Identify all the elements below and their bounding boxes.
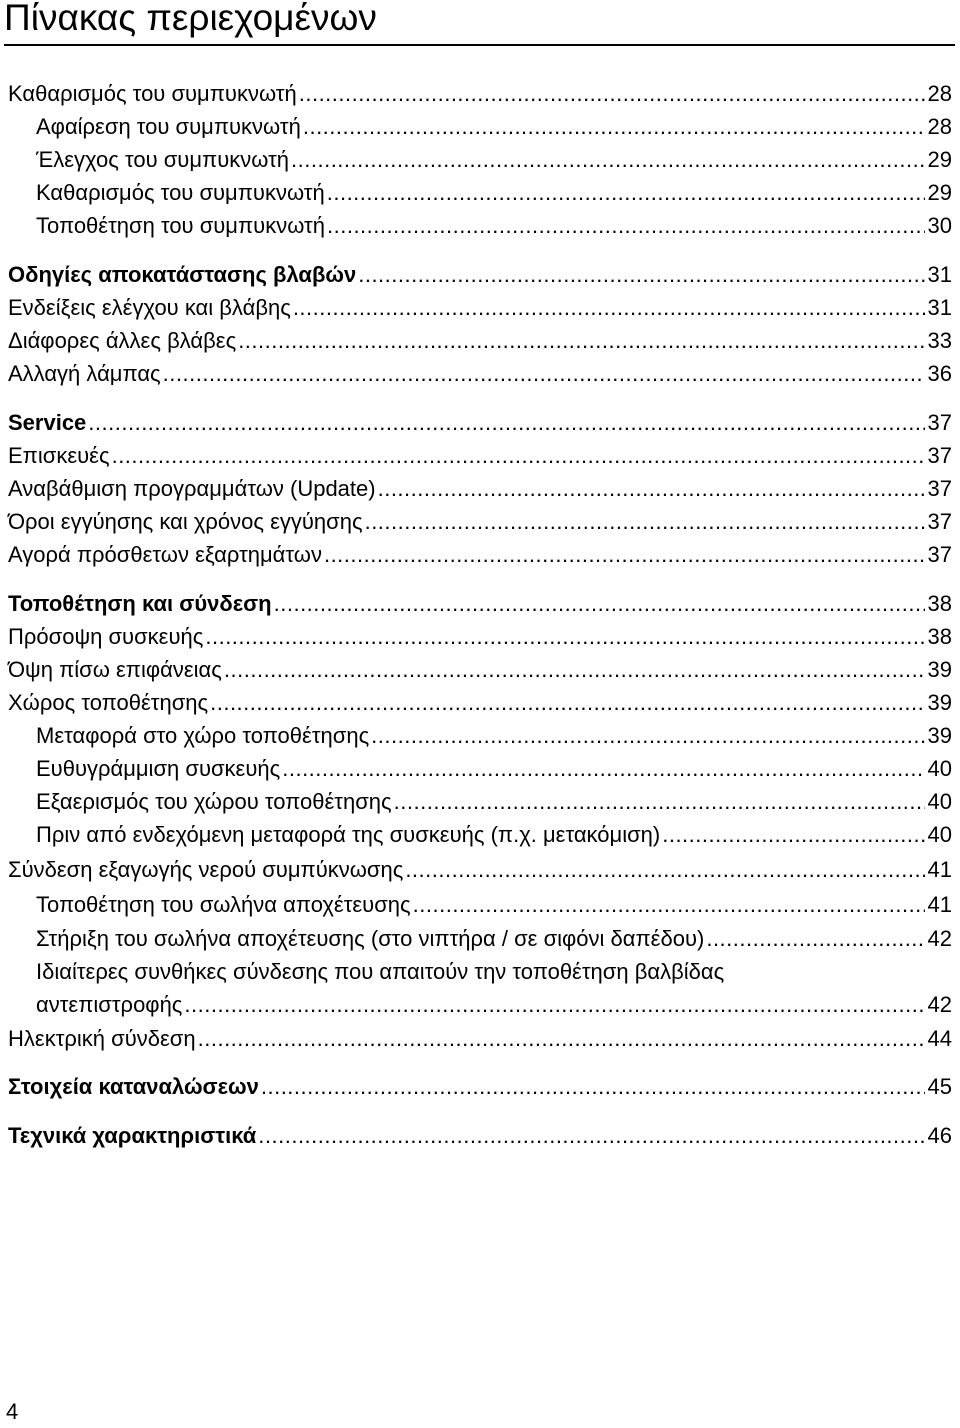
toc-leader-dots — [394, 787, 925, 817]
toc-entry[interactable] — [8, 359, 952, 389]
toc-entry-text: Επισκευές — [8, 443, 110, 468]
toc-entry-page: 38 — [927, 624, 952, 649]
toc-entry-text: Έλεγχος του συμπυκνωτή — [36, 147, 290, 172]
toc-entry-text: Ηλεκτρική σύνδεση — [8, 1026, 196, 1051]
toc-entry-page: 39 — [927, 723, 952, 748]
toc-entry-text: Σύνδεση εξαγωγής νερού συμπύκνωσης — [8, 857, 404, 882]
toc-entry-page: 31 — [927, 295, 952, 320]
toc-entry[interactable] — [36, 211, 952, 241]
toc-leader-dots — [299, 79, 925, 109]
toc-entry-text: Διάφορες άλλες βλάβες — [8, 328, 237, 353]
toc-entry-text: Τοποθέτηση του σωλήνα αποχέτευσης — [36, 892, 411, 917]
toc-entry-text: Τοποθέτηση του συμπυκνωτή — [36, 213, 325, 238]
toc-entry-page: 45 — [927, 1074, 952, 1099]
toc-entry-text: Αναβάθμιση προγραμμάτων (Update) — [8, 476, 376, 501]
toc-entry-page: 44 — [927, 1026, 952, 1051]
toc-section-entry[interactable] — [8, 1072, 952, 1102]
toc-leader-dots — [327, 178, 925, 208]
page-number: 4 — [6, 1399, 19, 1424]
toc-leader-dots — [205, 622, 924, 652]
toc-entry[interactable] — [8, 540, 952, 570]
toc-leader-dots — [706, 924, 924, 954]
toc-section-entry[interactable] — [8, 589, 952, 619]
toc-leader-dots — [88, 408, 924, 438]
toc-leader-dots — [413, 890, 925, 920]
toc-entry-text: Χώρος τοποθέτησης — [8, 690, 209, 715]
toc-leader-dots — [112, 441, 925, 471]
toc-entry-page: 40 — [927, 789, 952, 814]
toc-entry[interactable] — [36, 112, 952, 142]
toc-leader-dots — [327, 211, 925, 241]
toc-section-entry[interactable] — [8, 408, 952, 438]
toc-entry-page: 29 — [927, 180, 952, 205]
toc-entry-page: 41 — [927, 857, 952, 882]
toc-entry-page: 40 — [927, 756, 952, 781]
toc-entry[interactable] — [36, 145, 952, 175]
toc-leader-dots — [358, 260, 924, 290]
toc-entry-text: Καθαρισμός του συμπυκνωτή — [8, 81, 297, 106]
toc-entry-text: Πριν από ενδεχόμενη μεταφορά της συσκευής (π.χ. μετακόμιση) — [36, 822, 661, 847]
toc-entry[interactable] — [36, 787, 952, 817]
toc-leader-dots — [274, 589, 925, 619]
toc-entry[interactable] — [8, 622, 952, 652]
toc-entry[interactable] — [36, 721, 952, 751]
toc-entry-page: 40 — [927, 822, 952, 847]
toc-entry[interactable] — [8, 688, 952, 718]
toc-entry-text: Οδηγίες αποκατάστασης βλαβών — [8, 262, 357, 287]
toc-entry[interactable] — [8, 79, 952, 109]
toc-entry-text: Ενδείξεις ελέγχου και βλάβης — [8, 295, 291, 320]
toc-entry-page: 39 — [927, 690, 952, 715]
toc-entry-page: 28 — [927, 81, 952, 106]
toc-entry[interactable] — [36, 924, 952, 954]
toc-leader-dots — [378, 474, 925, 504]
toc-entry-text: Στοιχεία καταναλώσεων — [8, 1074, 259, 1099]
toc-entry[interactable] — [8, 655, 952, 685]
toc-entry-text: Service — [8, 410, 87, 435]
toc-leader-dots — [324, 540, 925, 570]
toc-leader-dots — [293, 293, 925, 323]
page-title: Πίνακας περιεχομένων — [4, 0, 377, 38]
toc-leader-dots — [365, 507, 925, 537]
toc-entry[interactable] — [36, 754, 952, 784]
toc-entry[interactable] — [36, 890, 952, 920]
toc-leader-dots — [291, 145, 925, 175]
toc-entry-page: 39 — [927, 657, 952, 682]
toc-entry[interactable] — [8, 326, 952, 356]
toc-entry-text: Ευθυγράμμιση συσκευής — [36, 756, 281, 781]
toc-leader-dots — [210, 688, 924, 718]
toc-entry-page: 29 — [927, 147, 952, 172]
toc-entry[interactable] — [8, 293, 952, 323]
toc-entry-text: Τεχνικά χαρακτηριστικά — [8, 1123, 257, 1148]
toc-entry-page: 31 — [927, 262, 952, 287]
toc-entry-page: 33 — [927, 328, 952, 353]
toc-entry-text: Αφαίρεση του συμπυκνωτή — [36, 114, 301, 139]
toc-section-entry[interactable] — [8, 1121, 952, 1151]
toc-leader-dots — [238, 326, 924, 356]
toc-entry-page: 46 — [927, 1123, 952, 1148]
toc-entry[interactable] — [8, 507, 952, 537]
toc-entry-text: Στήριξη του σωλήνα αποχέτευσης (στο νιπτήρα / σε σιφόνι δαπέδου) — [36, 926, 705, 951]
toc-leader-dots — [258, 1121, 924, 1151]
toc-entry-page: 30 — [927, 213, 952, 238]
toc-entry[interactable] — [36, 178, 952, 208]
toc-entry-page: 37 — [927, 476, 952, 501]
toc-entry-text: αντεπιστροφής — [36, 992, 183, 1017]
toc-entry-text: Όροι εγγύησης και χρόνος εγγύησης — [8, 509, 363, 534]
toc-entry-page: 38 — [927, 591, 952, 616]
toc-entry-text: Καθαρισμός του συμπυκνωτή — [36, 180, 325, 205]
toc-section-entry[interactable] — [8, 260, 952, 290]
toc-leader-dots — [405, 855, 924, 885]
toc-entry-text: Αγορά πρόσθετων εξαρτημάτων — [8, 542, 322, 567]
toc-leader-dots — [224, 655, 925, 685]
toc-leader-dots — [261, 1072, 925, 1102]
toc-entry-page: 37 — [927, 542, 952, 567]
toc-entry-page: 41 — [927, 892, 952, 917]
toc-entry-page: 42 — [927, 926, 952, 951]
toc-entry-page: 36 — [927, 361, 952, 386]
toc-entry[interactable] — [8, 474, 952, 504]
toc-leader-dots — [662, 820, 924, 850]
toc-leader-dots — [184, 990, 924, 1020]
toc-entry-text: Ιδιαίτερες συνθήκες σύνδεσης που απαιτούν την τοποθέτηση βαλβίδας — [36, 959, 725, 984]
toc-entry[interactable] — [8, 1024, 952, 1054]
toc-entry-text: Πρόσοψη συσκευής — [8, 624, 204, 649]
toc-entry-page: 28 — [927, 114, 952, 139]
toc-leader-dots — [371, 721, 924, 751]
toc-leader-dots — [282, 754, 924, 784]
toc-entry[interactable] — [36, 820, 952, 850]
toc-entry[interactable] — [8, 855, 952, 885]
toc-leader-dots — [198, 1024, 925, 1054]
toc-leader-dots — [303, 112, 925, 142]
toc-entry-text: Τοποθέτηση και σύνδεση — [8, 591, 272, 616]
toc-entry-text: Αλλαγή λάμπας — [8, 361, 161, 386]
title-rule — [4, 44, 955, 46]
toc-leader-dots — [163, 359, 925, 389]
toc-entry-page: 37 — [927, 410, 952, 435]
toc-entry[interactable] — [36, 990, 952, 1020]
toc-entry-page: 37 — [927, 443, 952, 468]
toc-entry-text: Εξαερισμός του χώρου τοποθέτησης — [36, 789, 392, 814]
toc-entry-page: 42 — [927, 992, 952, 1017]
toc-entry-text: Μεταφορά στο χώρο τοποθέτησης — [36, 723, 370, 748]
toc-entry-text: Όψη πίσω επιφάνειας — [8, 657, 222, 682]
toc-entry-page: 37 — [927, 509, 952, 534]
toc-entry[interactable] — [8, 441, 952, 471]
